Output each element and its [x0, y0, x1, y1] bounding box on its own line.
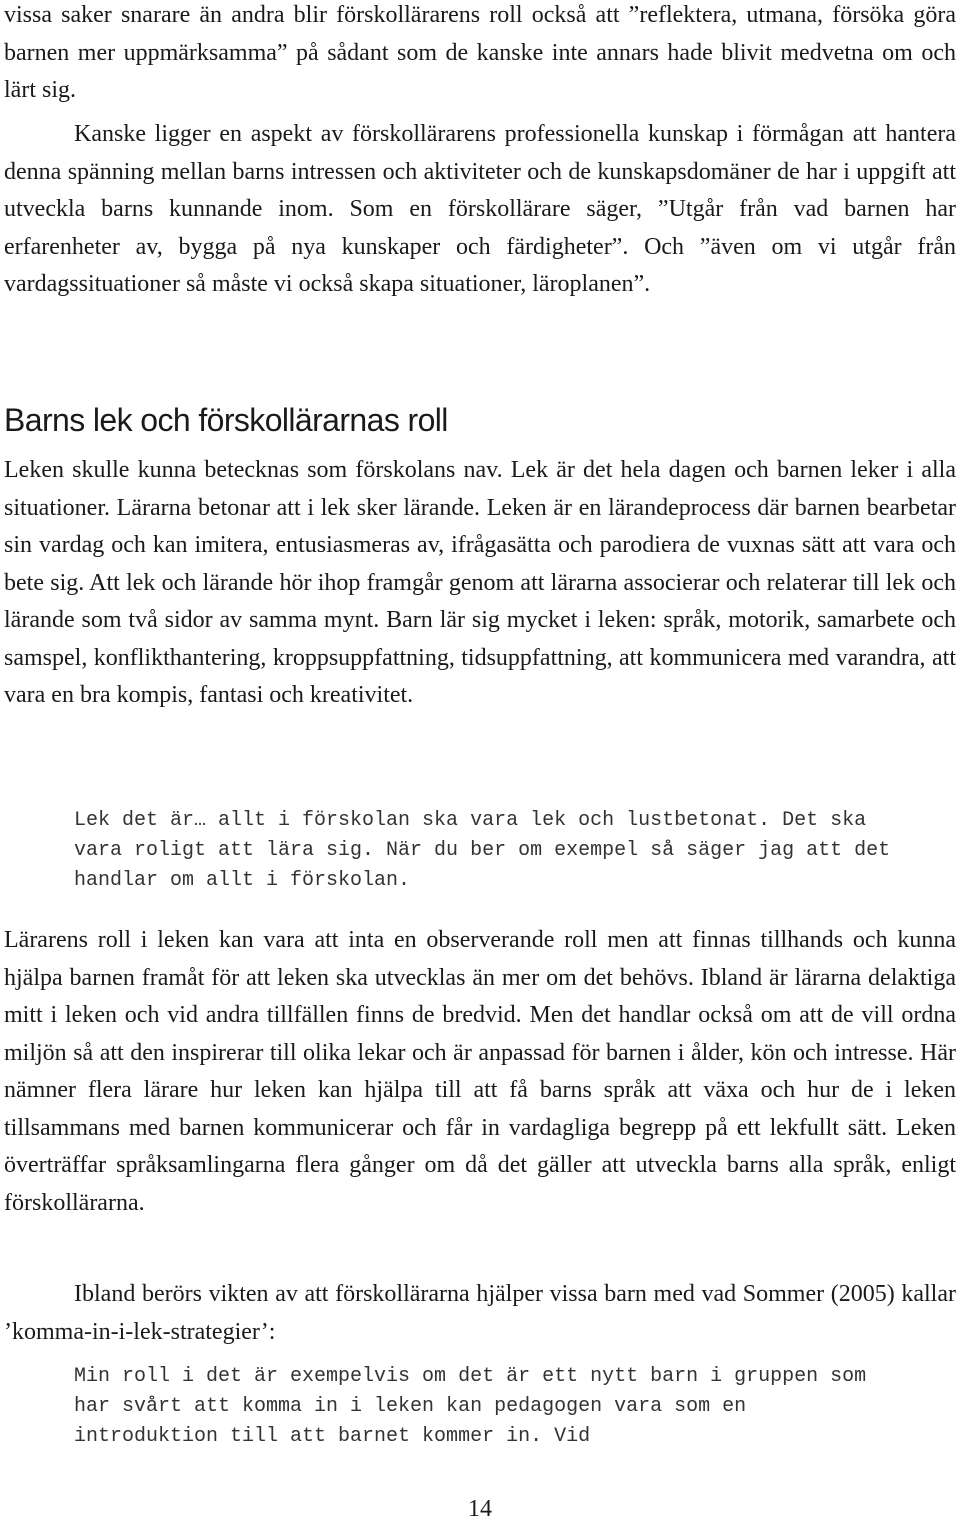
interview-quote-1: Lek det är… allt i förskolan ska vara lek och lustbetonat. Det ska vara roligt att lära sig. När du ber om exempel så säger jag att det handlar om allt i förskolan. — [74, 809, 891, 892]
interview-quote-2: Min roll i det är exempelvis om det är ett nytt barn i gruppen som har svårt att komma in i leken kan pedagogen vara som en introduktion till att barnet kommer in. Vid — [74, 1365, 867, 1448]
section-heading: Barns lek och förskollärarnas roll — [4, 402, 448, 438]
paragraph-play-hub: Leken skulle kunna betecknas som förskolans nav. Lek är det hela dagen och barnen leker i alla situationer. Lärarna betonar att i lek sker lärande. Leken är en lärandeprocess där barnen bearbetar sin vardag och kan imitera, entusiasmeras av, ifrågasätta och parodiera de vuxnas sätt att vara och bete sig. Att lek och lärande hör ihop framgår genom att lärarna associerar och relaterar till lek och lärande som två sidor av samma mynt. Barn lär sig mycket i leken: språk, motorik, samarbete och samspel, konflikthantering, kroppsuppfattning, tidsuppfattning, att kommunicera med varandra, att vara en bra kompis, fantasi och kreativitet. — [4, 457, 956, 708]
paragraph-play-entry-strategies: Ibland berörs vikten av att förskollärarna hjälper vissa barn med vad Sommer (2005) kallar ’komma-in-i-lek-strategier’: — [4, 1281, 956, 1345]
paragraph-professional-knowledge: Kanske ligger en aspekt av förskollärarens professionella kunskap i förmågan att hantera denna spänning mellan barns intressen och aktiviteter och de kunskapsdomäner de har i uppgift att utveckla barns kunnande inom. Som en förskollärare säger, ”Utgår från vad barnen har erfarenheter av, bygga på nya kunskaper och färdigheter”. Och ”även om vi utgår från vardagssituationer så måste vi också skapa situationer, läroplanen”. — [4, 121, 956, 297]
page-number: 14 — [468, 1496, 492, 1522]
paragraph-teacher-role: Lärarens roll i leken kan vara att inta en observerande roll men att finnas tillhands och kunna hjälpa barnen framåt för att leken ska utvecklas än mer om det behövs. Ibland är lärarna delaktiga mitt i leken och vid andra tillfällen finns de bredvid. Men det handlar också om att de vill ordna miljön så att den inspirerar till olika lekar och är anpassad för barnen i ålder, kön och intresse. Här nämner flera lärare hur leken kan hjälpa till att få barns språk att växa och hur de i leken tillsammans med barnen kommunicerar och får in vardagliga begrepp på ett lekfullt sätt. Leken överträffar språksamlingarna flera gånger om då det gäller att utveckla barns alla språk, enligt förskollärarna. — [4, 927, 956, 1216]
paragraph-intro-continuation: vissa saker snarare än andra blir förskollärarens roll också att ”reflektera, utmana, försöka göra barnen mer uppmärksamma” på sådant som de kanske inte annars hade blivit medvetna om och lärt sig. — [4, 2, 956, 103]
